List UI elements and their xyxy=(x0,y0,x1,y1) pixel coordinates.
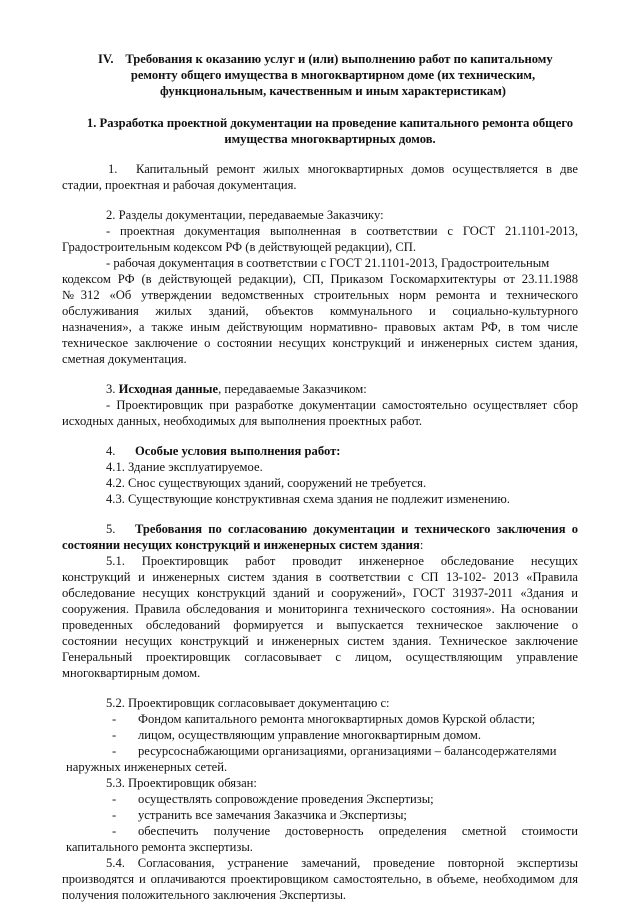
text-line: обследование несущих конструкций зданий и сооружений», ГОСТ 31937-2011 «Здания и xyxy=(62,586,578,600)
subsection-title-line: имущества многоквартирных домов. xyxy=(224,132,436,146)
text-line: сооружения. Правила обследования и мониторинга технического состояния». На основании xyxy=(62,602,578,616)
list-dash: - xyxy=(112,728,117,742)
heading-rest: , передаваемые Заказчиком: xyxy=(218,382,367,396)
text-line: техническое заключение о состоянии несущих конструкций и инженерных систем здания, xyxy=(62,336,578,350)
list-item: ресурсоснабжающими организациями, организациями – балансодержателями xyxy=(138,744,557,758)
paragraph-number: 5. xyxy=(106,522,116,536)
text-line: исходных данных, необходимых для выполнения проектных работ. xyxy=(62,414,423,428)
subparagraph-heading: 5.2. Проектировщик согласовывает документацию с: xyxy=(106,696,390,710)
list-item: 4.2. Снос существующих зданий, сооружений не требуется. xyxy=(106,476,427,490)
list-item: лицом, осуществляющим управление многоквартирным домом. xyxy=(138,728,481,742)
text-line: №312 «Об утверждении ведомственных строительных норм ремонта и технического xyxy=(62,288,578,302)
section-number: IV. xyxy=(98,52,114,66)
list-dash: - xyxy=(112,824,117,838)
paragraph-heading xyxy=(106,381,367,397)
text-line: - проектная документация выполненная в соответствии с ГОСТ 21.1101-2013, xyxy=(106,224,578,238)
section-title-line: ремонту общего имущества в многоквартирном доме (их техническим, xyxy=(130,68,536,82)
text-line: Капитальный ремонт жилых многоквартирных домов осуществляется в две xyxy=(136,162,578,176)
subsection-title-line: 1. Разработка проектной документации на проведение капитального ремонта общего xyxy=(86,116,574,130)
paragraph-number: 3. xyxy=(106,382,116,396)
paragraph-heading: Особые условия выполнения работ: xyxy=(135,444,341,458)
text-line: кодексом РФ (в действующей редакции), СП, Приказом Госкомархитектуры от 23.11.1988 xyxy=(62,272,578,286)
text-line: наружных инженерных сетей. xyxy=(66,760,228,774)
list-item: осуществлять сопровождение проведения Экспертизы; xyxy=(138,792,434,806)
list-dash: - xyxy=(112,792,117,806)
text-line: стадии, проектная и рабочая документация. xyxy=(62,178,297,192)
text-line: конструкций и инженерных систем здания в соответствии с СП 13-102- 2013 «Правила xyxy=(62,570,578,584)
list-dash: - xyxy=(112,712,117,726)
paragraph-number: 4. xyxy=(106,444,116,458)
paragraph-heading: Требования по согласованию документации и технического заключения о xyxy=(135,522,578,536)
list-item: 4.3. Существующие конструктивная схема здания не подлежит изменению. xyxy=(106,492,510,506)
text-line: обслуживания жилых зданий, объектов коммунального и социально-культурного xyxy=(62,304,578,318)
subparagraph-heading: 5.3. Проектировщик обязан: xyxy=(106,776,257,790)
list-dash: - xyxy=(112,744,117,758)
text-line: - рабочая документация в соответствии с ГОСТ 21.1101-2013, Градостроительным xyxy=(106,256,550,270)
text-line: состоянии несущих конструкций и инженерных систем здания. Техническое заключение xyxy=(62,634,578,648)
text-line: 5.1. Проектировщик работ проводит инженерное обследование несущих xyxy=(106,554,578,568)
text-line: Градостроительным кодексом РФ (в действующей редакции), СП. xyxy=(62,240,416,254)
text-line: капитального ремонта экспертизы. xyxy=(66,840,253,854)
text-line: производятся и оплачиваются проектировщиком самостоятельно, в объеме, необходимом для xyxy=(62,872,578,886)
text-line: - Проектировщик при разработке документации самостоятельно осуществляет сбор xyxy=(106,398,578,412)
list-item: устранить все замечания Заказчика и Экспертизы; xyxy=(138,808,407,822)
text-line: сметная документация. xyxy=(62,352,187,366)
text-line: проведенных обследований формируется и выпускается техническое заключение о xyxy=(62,618,578,632)
text-line: 5.4. Согласования, устранение замечаний, проведение повторной экспертизы xyxy=(106,856,578,870)
text-line: многоквартирным домом. xyxy=(62,666,201,680)
text-line: получения положительного заключения Экспертизы. xyxy=(62,888,347,902)
list-item: Фондом капитального ремонта многоквартирных домов Курской области; xyxy=(138,712,536,726)
heading-punct: : xyxy=(419,538,424,552)
paragraph-heading xyxy=(62,537,423,553)
paragraph-number: 1. xyxy=(108,162,118,176)
paragraph-heading: 2. Разделы документации, передаваемые Заказчику: xyxy=(106,208,384,222)
heading-line: состоянии несущих конструкций и инженерных систем здания xyxy=(62,538,420,552)
section-title-line: функциональным, качественным и иным характеристикам) xyxy=(160,84,506,98)
list-dash: - xyxy=(112,808,117,822)
text-line: Генеральный проектировщик согласовывает с лицом, осуществляющим управление xyxy=(62,650,578,664)
bold-term: Исходная данные xyxy=(118,382,219,396)
list-item: 4.1. Здание эксплуатируемое. xyxy=(106,460,263,474)
section-title-line: Требования к оказанию услуг и (или) выполнению работ по капитальному xyxy=(125,52,553,66)
text-line: назначения», а также иным действующим нормативно- правовых актам РФ, в том числе xyxy=(62,320,578,334)
list-item: обеспечить получение достоверность определения сметной стоимости xyxy=(138,824,578,838)
